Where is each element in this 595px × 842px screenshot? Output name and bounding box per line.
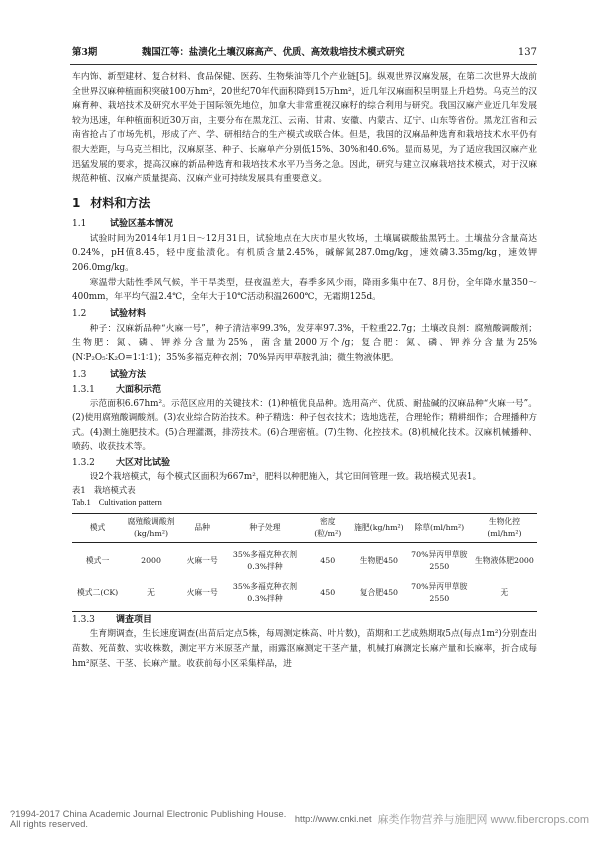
- table-cell: 模式一: [85, 556, 110, 566]
- table-label-en: Tab.1: [72, 497, 91, 507]
- materials-paragraph: 种子：汉麻新品种“火麻一号”，种子清洁率99.3%，发芽率97.3%，千粒重22.7g；土壤改良剂：腐殖酸调酸剂；生物肥：氮、磷、钾养分含量为25%，菌含量2000万个/g；复合肥：氮、磷、钾养分含量为25%(N∶P₂O₅∶K₂O=1∶1∶1)；35%多福克种衣剂；70%异丙甲草胺乳油；微生物液体肥。: [72, 323, 537, 363]
- climate-paragraph: 寒温带大陆性季风气候，半干旱类型，昼夜温差大，春季多风少雨，降雨多集中在7、8月份，全年降水量350～400mm，年平均气温2.4℃，全年大于10℃活动积温2600℃，无霜期125d。: [72, 277, 537, 303]
- subsection-title: 试验区基本情况: [110, 218, 174, 229]
- copyright-notice: ?1994-2017 China Academic Journal Electronic Publishing House. All rights reserved.: [10, 809, 287, 829]
- col-header: 模式: [89, 523, 106, 533]
- table-cell: 无: [500, 588, 509, 598]
- subsubsection-heading: [72, 613, 537, 627]
- col-header: 种子处理: [249, 523, 281, 533]
- col-header: 品种: [194, 523, 210, 533]
- section-heading: [72, 195, 537, 211]
- table-cell: 70%异丙甲草胺2550: [411, 582, 468, 604]
- table-cell: 生物液体肥2000: [475, 556, 534, 566]
- subsection-heading: [72, 368, 537, 382]
- cnki-link[interactable]: http://www.cnki.net: [294, 814, 372, 824]
- table-cell: 复合肥450: [359, 588, 399, 598]
- table-label-cn: 表1: [72, 485, 86, 496]
- subsection-number: 1.2: [72, 308, 87, 319]
- page-footer: [10, 811, 589, 827]
- table-cell: 火麻一号: [186, 556, 218, 566]
- intro-paragraph: 车内饰、新型建材、复合材料、食品保健、医药、生物柴油等几个产业链[5]。纵观世界汉麻发展，在第二次世界大战前全世界汉麻种植面积突破100万hm²，20世纪70年代面积降到15万hm²，近几年汉麻面积呈明显上升趋势。乌克兰的汉麻育种、栽培技术及研究水平处于国际领先地位，加拿大非常重视汉麻籽的综合利用与研究。我国汉麻产业近几年发展较为迅速，年种植面积近30万亩，主要分布在黑龙江、云南、甘肃、安徽、内蒙古、辽宁、山东等省份。黑龙江省和云南省抢占了市场先机，形成了产、学、研相结合的生产模式或联合体。但是，我国的汉麻品种选育和栽培技术水平仍有很大差距，与乌克兰相比，汉麻原茎、种子、长麻单产分别低15%、30%和40.6%。显而易见，为了适应我国汉麻产业迅猛发展的要求，提高汉麻的新品种选育和栽培技术水平乃当务之急。因此，研究与建立汉麻栽培技术模式，对于汉麻规范种植、汉麻产质量提高、汉麻产业可持续发展具有重要意义。: [72, 72, 537, 185]
- subsubsection-title: 调查项目: [116, 615, 153, 626]
- col-header: 腐殖酸调酸剂(kg/hm²): [127, 517, 175, 539]
- table-cell: 模式二(CK): [76, 588, 119, 598]
- section-title: 材料和方法: [90, 195, 151, 210]
- table-cell: 无: [147, 588, 155, 598]
- table-cell: 火麻一号: [186, 588, 218, 598]
- table-header-row: [72, 514, 537, 543]
- issue-label: 第3期: [72, 47, 98, 58]
- page-number: 137: [517, 47, 537, 58]
- col-header: 施肥(kg/hm²): [354, 523, 404, 533]
- subsection-number: 1.1: [72, 218, 87, 229]
- table-cell: 450: [320, 588, 336, 598]
- subsection-number: 1.3: [72, 369, 87, 380]
- table-caption-en: [72, 497, 537, 510]
- table-cell: 70%异丙甲草胺2550: [411, 550, 468, 572]
- table-cell: 35%多福克种衣剂0.3%拌种: [232, 550, 298, 572]
- site-watermark: 麻类作物营养与施肥网 www.fibercrops.com: [377, 814, 589, 826]
- subsection-title: 试验材料: [110, 308, 147, 319]
- subsection-heading: [72, 307, 537, 321]
- subsubsection-heading: [72, 456, 537, 470]
- subsubsection-title: 大面积示范: [116, 384, 162, 395]
- demonstration-paragraph: 示范面积6.67hm²。示范区应用的关键技术：(1)种植优良品种。选用高产、优质、耐盐碱的汉麻品种“火麻一号”。(2)使用腐殖酸调酸剂。(3)农业综合防治技术。种子精选：种子包衣技术；选地选茬，合理轮作；精耕细作；合理播种方式。(4)测土施肥技术。(5)合理灌溉，排涝技术。(6)合理密植。(7)生物、化控技术。(8)机械化技术。汉麻机械播种、喷药、收获技术等。: [72, 398, 537, 453]
- header-rule: [70, 64, 537, 65]
- table-title-en: Cultivation pattern: [98, 497, 162, 507]
- table-row: [72, 579, 537, 612]
- subsection-heading: [72, 217, 537, 231]
- article-body: [72, 70, 537, 671]
- table-cell: 35%多福克种衣剂0.3%拌种: [232, 582, 298, 604]
- survey-paragraph: 生育期调查，生长速度调查(出苗后定点5株，每周测定株高、叶片数)，苗期和工艺成熟期取5点(每点1m²)分别查出苗数、死苗数、实收株数，测定平方米原茎产量，雨露沤麻测定干茎产量，机械打麻测定长麻产量和长麻率，折合成每hm²原茎、干茎、长麻产量。收获前每小区采集样品，进: [72, 629, 537, 669]
- site-paragraph: 试验时间为2014年1月1日～12月31日，试验地点在大庆市星火牧场，土壤属碳酸盐黑钙土。土壤盐分含量高达0.24%，pH值8.45，轻中度盐渍化。有机质含量2.45%，碱解氮287.0mg/kg，速效磷3.35mg/kg，速效钾206.0mg/kg。: [72, 233, 537, 273]
- subsubsection-number: 1.3.1: [72, 384, 95, 395]
- subsubsection-heading: [72, 383, 537, 397]
- col-header: 生物化控(ml/hm²): [487, 517, 522, 539]
- table-cell: 生物肥450: [359, 556, 399, 566]
- col-header: 除草(ml/hm²): [414, 523, 465, 533]
- table-cell: 450: [320, 556, 336, 566]
- comparison-paragraph: 设2个栽培模式，每个模式区面积为667m²，肥料以种肥施入，其它田间管理一致。栽培模式见表1。: [89, 471, 482, 482]
- running-title: 魏国江等：盐渍化土壤汉麻高产、优质、高效栽培技术模式研究: [142, 47, 405, 58]
- col-header: 密度(粒/m²): [314, 517, 342, 539]
- subsubsection-number: 1.3.3: [72, 615, 95, 626]
- table-title-cn: 栽培模式表: [93, 485, 136, 496]
- running-header: [72, 44, 537, 62]
- section-number: 1: [72, 195, 81, 210]
- table-row: [72, 543, 537, 580]
- subsubsection-number: 1.3.2: [72, 457, 95, 468]
- table-caption-cn: [72, 484, 537, 497]
- subsubsection-title: 大区对比试验: [116, 457, 171, 468]
- cultivation-table: [72, 513, 537, 612]
- table-cell: 2000: [141, 556, 161, 566]
- subsection-title: 试验方法: [110, 369, 147, 380]
